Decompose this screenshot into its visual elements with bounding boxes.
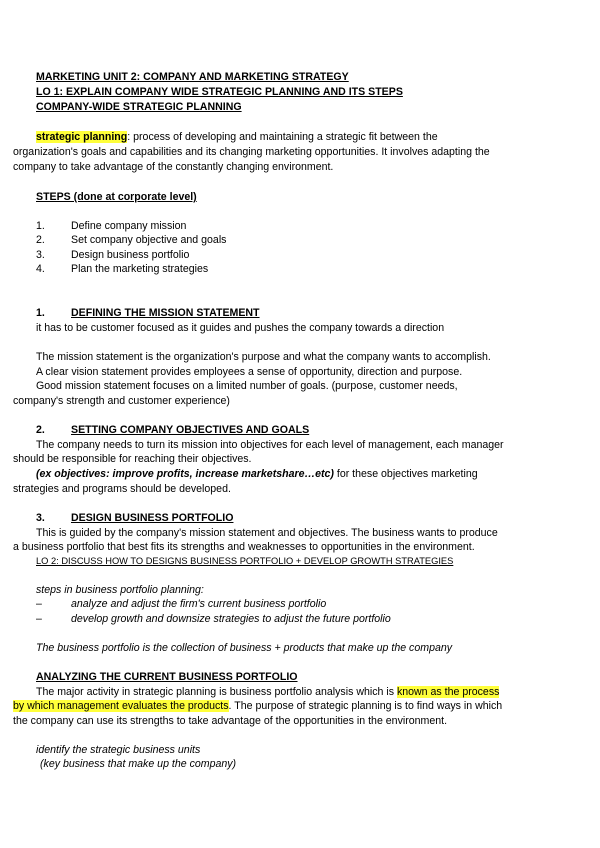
section-1-line: The mission statement is the organization's purpose and what the company wants to accomplish. xyxy=(36,351,491,363)
lo2-heading: LO 2: DISCUSS HOW TO DESIGNS BUSINESS PORTFOLIO + DEVELOP GROWTH STRATEGIES xyxy=(36,556,454,566)
definition-line-2: organization's goals and capabilities and its changing marketing opportunities. It involves adapting the xyxy=(13,146,490,158)
highlighted-text: known as the process xyxy=(396,686,500,698)
step-number: 1. xyxy=(36,220,45,232)
dash-bullet: – xyxy=(36,613,42,625)
section-1-line: it has to be customer focused as it guides and pushes the company towards a direction xyxy=(36,322,445,334)
objectives-example: (ex objectives: improve profits, increase marketshare…etc) xyxy=(36,468,334,480)
section-3-title: DESIGN BUSINESS PORTFOLIO xyxy=(71,512,234,524)
dash-bullet: – xyxy=(36,598,42,610)
analyzing-heading: ANALYZING THE CURRENT BUSINESS PORTFOLIO xyxy=(36,671,298,683)
section-2-number: 2. xyxy=(36,424,45,436)
section-1-line: Good mission statement focuses on a limited number of goals. (purpose, customer needs, xyxy=(36,380,458,392)
step-number: 4. xyxy=(36,263,45,275)
section-1-line: company's strength and customer experience) xyxy=(13,395,230,407)
section-1-line: A clear vision statement provides employees a sense of opportunity, direction and purpose. xyxy=(36,366,463,378)
definition-text: : process of developing and maintaining a strategic fit between the xyxy=(127,131,438,143)
section-2-text: for these objectives marketing xyxy=(333,468,478,480)
analyzing-text: The major activity in strategic planning is business portfolio analysis which is xyxy=(36,686,397,698)
analyzing-line-2 xyxy=(13,699,502,713)
identify-line-2: (key business that make up the company) xyxy=(40,758,237,770)
section-2-example-line xyxy=(36,467,478,481)
steps-heading: STEPS (done at corporate level) xyxy=(36,191,197,203)
definition-term: strategic planning xyxy=(36,131,128,143)
portfolio-steps-heading: steps in business portfolio planning: xyxy=(36,584,204,596)
section-3-line: a business portfolio that best fits its strengths and weaknesses to opportunities in the environment. xyxy=(13,541,475,553)
portfolio-step: develop growth and downsize strategies to adjust the future portfolio xyxy=(71,613,391,625)
step-text: Design business portfolio xyxy=(71,249,190,261)
definition-line-1 xyxy=(36,130,438,144)
analyzing-line-3: the company can use its strengths to take advantage of the opportunities in the environment. xyxy=(13,715,448,727)
section-2-line: The company needs to turn its mission into objectives for each level of management, each manager xyxy=(36,439,504,451)
section-3-number: 3. xyxy=(36,512,45,524)
section-3-line: This is guided by the company's mission statement and objectives. The business wants to produce xyxy=(36,527,498,539)
portfolio-note: The business portfolio is the collection of business + products that make up the company xyxy=(36,642,453,654)
section-2-title: SETTING COMPANY OBJECTIVES AND GOALS xyxy=(71,424,310,436)
section-title: COMPANY-WIDE STRATEGIC PLANNING xyxy=(36,101,242,113)
analyzing-text: . The purpose of strategic planning is to find ways in which xyxy=(228,700,503,712)
lo1-title: LO 1: EXPLAIN COMPANY WIDE STRATEGIC PLANNING AND ITS STEPS xyxy=(36,86,403,98)
highlighted-text: by which management evaluates the products xyxy=(13,700,229,712)
step-text: Define company mission xyxy=(71,220,187,232)
definition-line-3: company to take advantage of the constantly changing environment. xyxy=(13,161,334,173)
section-1-number: 1. xyxy=(36,307,45,319)
section-2-line: strategies and programs should be developed. xyxy=(13,483,231,495)
unit-title: MARKETING UNIT 2: COMPANY AND MARKETING STRATEGY xyxy=(36,71,349,83)
step-text: Set company objective and goals xyxy=(71,234,227,246)
step-text: Plan the marketing strategies xyxy=(71,263,209,275)
analyzing-line-1 xyxy=(36,685,499,699)
section-2-line: should be responsible for reaching their objectives. xyxy=(13,453,252,465)
step-number: 2. xyxy=(36,234,45,246)
section-1-title: DEFINING THE MISSION STATEMENT xyxy=(71,307,260,319)
step-number: 3. xyxy=(36,249,45,261)
portfolio-step: analyze and adjust the firm's current business portfolio xyxy=(71,598,327,610)
identify-line-1: identify the strategic business units xyxy=(36,744,201,756)
